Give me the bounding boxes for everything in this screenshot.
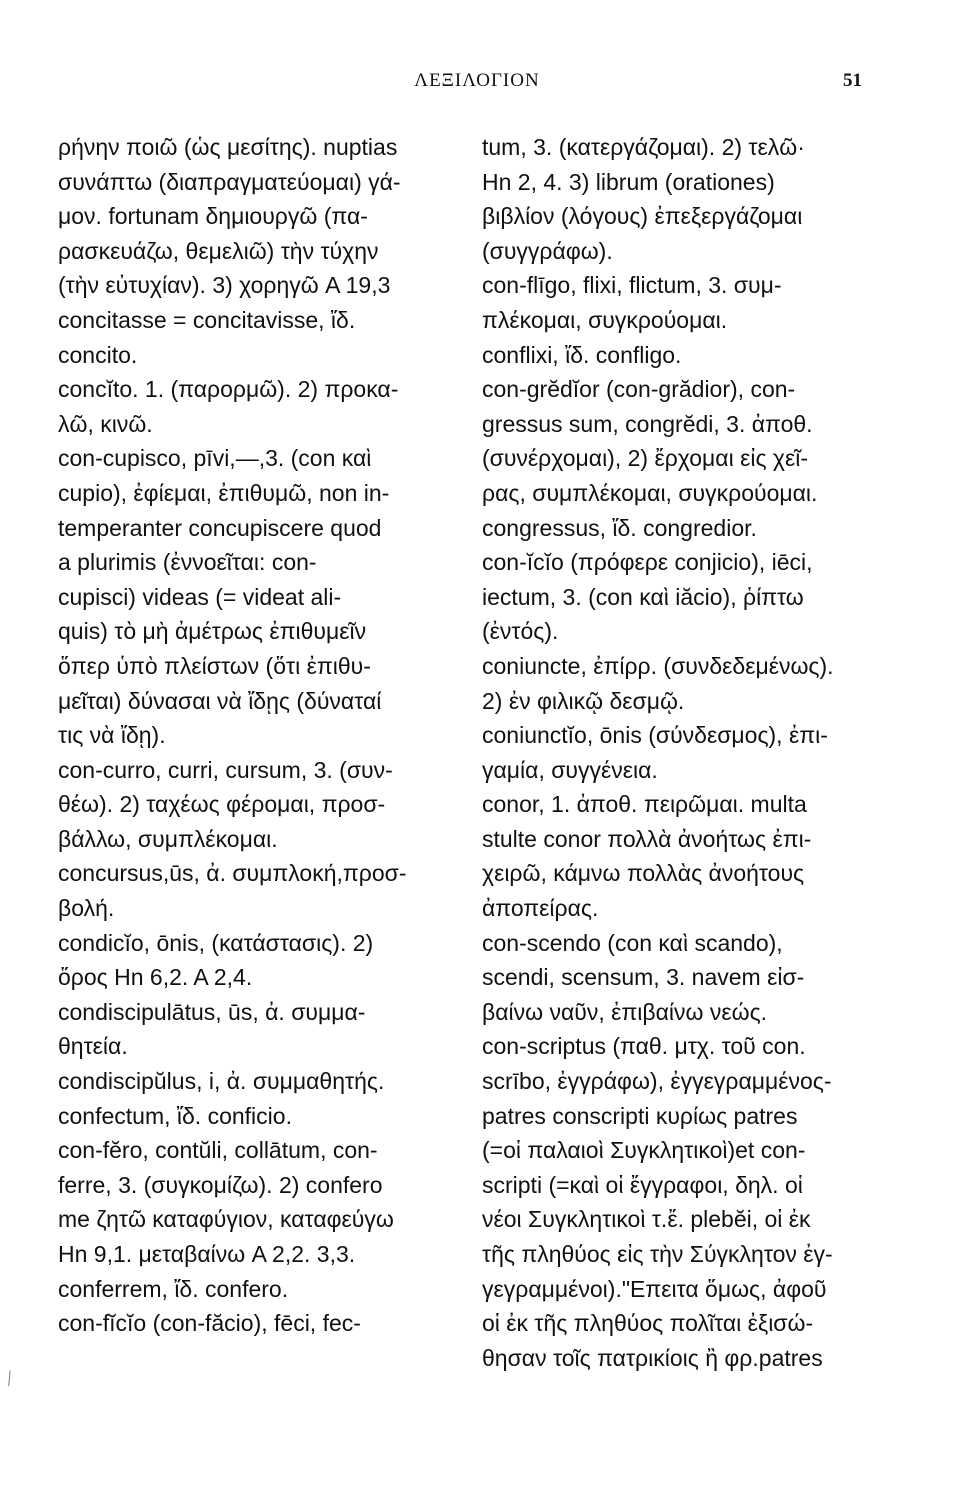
entry-line: condiscipŭlus, i, ἀ. συμμαθητής.	[58, 1068, 385, 1095]
entry-line: con-curro, curri, cursum, 3. (συν-	[58, 756, 393, 783]
entry-line: νέοι Συγκλητικοὶ τ.ἔ. plebĕi, οἱ ἐκ	[482, 1206, 811, 1233]
entry-line: ἀποπείρας.	[482, 895, 599, 922]
entry-line: ferre, 3. (συγκομίζω). 2) confero	[58, 1171, 383, 1198]
entry-line: temperanter concupiscere quod	[58, 514, 382, 541]
entry-line: scendi, scensum, 3. navem εἰσ-	[482, 964, 805, 991]
entry-line: γεγραμμένοι)."Επειτα ὅμως, ἀφοῦ	[482, 1275, 827, 1302]
entry-line: coniunctĭo, ōnis (σύνδεσμος), ἐπι-	[482, 722, 828, 749]
entry-line: Hn 9,1. μεταβαίνω A 2,2. 3,3.	[58, 1241, 356, 1267]
entry-line: βολή.	[58, 895, 115, 922]
entry-line: conflixi, ἴδ. confligo.	[482, 341, 682, 368]
entry-line: con-fĭcĭo (con-făcio), fēci, fec-	[58, 1310, 361, 1337]
entry-line: coniuncte, ἐπίρρ. (συνδεδεμένως).	[482, 652, 834, 679]
left-column	[58, 130, 458, 1341]
entry-line: concito.	[58, 341, 138, 368]
entry-line: cupisci) videas (= videat ali-	[58, 583, 342, 610]
entry-line: πλέκομαι, συγκρούομαι.	[482, 306, 728, 333]
entry-line: ὅπερ ὑπὸ πλείστων (ὅτι ἐπιθυ-	[58, 652, 371, 679]
entry-line: ρασκευάζω, θεμελιῶ) τὴν τύχην	[58, 237, 379, 264]
entry-line: condicĭo, ōnis, (κατάστασις). 2)	[58, 929, 374, 956]
entry-line: (τὴν εὐτυχίαν). 3) χορηγῶ A 19,3	[58, 272, 391, 299]
entry-line: τις νὰ ἴδῃ).	[58, 722, 166, 749]
entry-line: con-flīgo, flixi, flictum, 3. συμ-	[482, 272, 782, 299]
entry-line: cupio), ἐφίεμαι, ἐπιθυμῶ, non in-	[58, 479, 390, 506]
entry-line: χειρῶ, κάμνω πολλὰς ἀνοήτους	[482, 860, 805, 887]
entry-line: stulte conor πολλὰ ἀνοήτως ἐπι-	[482, 825, 812, 852]
entry-line: συνάπτω (διαπραγματεύομαι) γά-	[58, 168, 401, 195]
entry-line: con-grĕdĭor (con-grădior), con-	[482, 376, 796, 403]
entry-line: ρας, συμπλέκομαι, συγκρούομαι.	[482, 479, 818, 506]
entry-line: γαμία, συγγένεια.	[482, 756, 658, 783]
entry-line: θέω). 2) ταχέως φέρομαι, προσ-	[58, 791, 386, 818]
entry-line: iectum, 3. (con καὶ iăcio), ῥίπτω	[482, 583, 804, 610]
page-number: 51	[843, 70, 862, 91]
entry-line: con-cupisco, pīvi,—,3. (con καὶ	[58, 445, 372, 472]
entry-line: patres conscripti κυρίως patres	[482, 1102, 798, 1129]
entry-line: concĭto. 1. (παρορμῶ). 2) προκα-	[58, 376, 399, 403]
entry-line: (συγγράφω).	[482, 237, 613, 264]
entry-line: βιβλίον (λόγους) ἐπεξεργάζομαι	[482, 203, 803, 230]
entry-line: condiscipulātus, ūs, ἀ. συμμα-	[58, 998, 366, 1025]
running-title: ΛΕΞΙΛΟΓΙΟΝ	[414, 70, 540, 91]
entry-line: concitasse = concitavisse, ἴδ.	[58, 306, 356, 333]
entry-line: con-ĭcĭo (πρόφερε conjicio), iēci,	[482, 549, 813, 576]
margin-mark-icon: ⟋	[0, 1367, 20, 1390]
entry-line: βαίνω ναῦν, ἐπιβαίνω νεώς.	[482, 998, 768, 1025]
entry-line: con-scendo (con καὶ scando),	[482, 929, 783, 956]
entry-line: scrībo, ἐγγράφω), ἐγγεγραμμένος-	[482, 1068, 832, 1095]
entry-line: ρήνην ποιῶ (ὡς μεσίτης). nuptias	[58, 134, 398, 160]
right-column	[482, 130, 892, 1375]
entry-line: ὅρος Hn 6,2. A 2,4.	[58, 964, 253, 991]
entry-line: (συνέρχομαι), 2) ἔρχομαι εἰς χεῖ-	[482, 445, 809, 472]
entry-line: conor, 1. ἀποθ. πειρῶμαι. multa	[482, 791, 807, 818]
entry-line: βάλλω, συμπλέκομαι.	[58, 825, 278, 852]
entry-line: μον. fortunam δημιουργῶ (πα-	[58, 203, 368, 230]
entry-line: a plurimis (ἐννοεῖται: con-	[58, 549, 317, 576]
entry-line: scripti (=καὶ οἱ ἔγγραφοι, δηλ. οἱ	[482, 1171, 803, 1198]
entry-line: (=οἱ παλαιοὶ Συγκλητικοὶ)et con-	[482, 1137, 806, 1164]
entry-line: me ζητῶ καταφύγιον, καταφεύγω	[58, 1206, 394, 1233]
entry-line: οἱ ἐκ τῆς πληθύος πολῖται ἐξισώ-	[482, 1310, 814, 1337]
entry-line: conferrem, ἴδ. confero.	[58, 1275, 289, 1302]
entry-line: λῶ, κινῶ.	[58, 410, 153, 437]
entry-line: congressus, ἴδ. congredior.	[482, 514, 757, 541]
entry-line: τῆς πληθύος εἰς τὴν Σύγκλητον ἐγ-	[482, 1241, 833, 1267]
entry-line: con-fĕro, contŭli, collātum, con-	[58, 1137, 378, 1164]
entry-line: quis) τὸ μὴ ἀμέτρως ἐπιθυμεῖν	[58, 618, 367, 645]
entry-line: tum, 3. (κατεργάζομαι). 2) τελῶ·	[482, 134, 805, 160]
entry-line: θητεία.	[58, 1033, 128, 1060]
entry-line: concursus,ūs, ἀ. συμπλοκή,προσ-	[58, 860, 407, 887]
entry-line: (ἐντός).	[482, 618, 559, 645]
entry-line: μεῖται) δύνασαι νὰ ἴδῃς (δύναταί	[58, 687, 382, 714]
entry-line: 2) ἐν φιλικῷ δεσμῷ.	[482, 687, 685, 714]
entry-line: θησαν τοῖς πατρικίοις ἢ φρ.patres	[482, 1344, 823, 1371]
entry-line: con-scriptus (παθ. μτχ. τοῦ con.	[482, 1033, 806, 1060]
entry-line: gressus sum, congrĕdi, 3. ἀποθ.	[482, 410, 813, 437]
entry-line: confectum, ἴδ. conficio.	[58, 1102, 292, 1129]
entry-line: Hn 2, 4. 3) librum (orationes)	[482, 168, 775, 195]
